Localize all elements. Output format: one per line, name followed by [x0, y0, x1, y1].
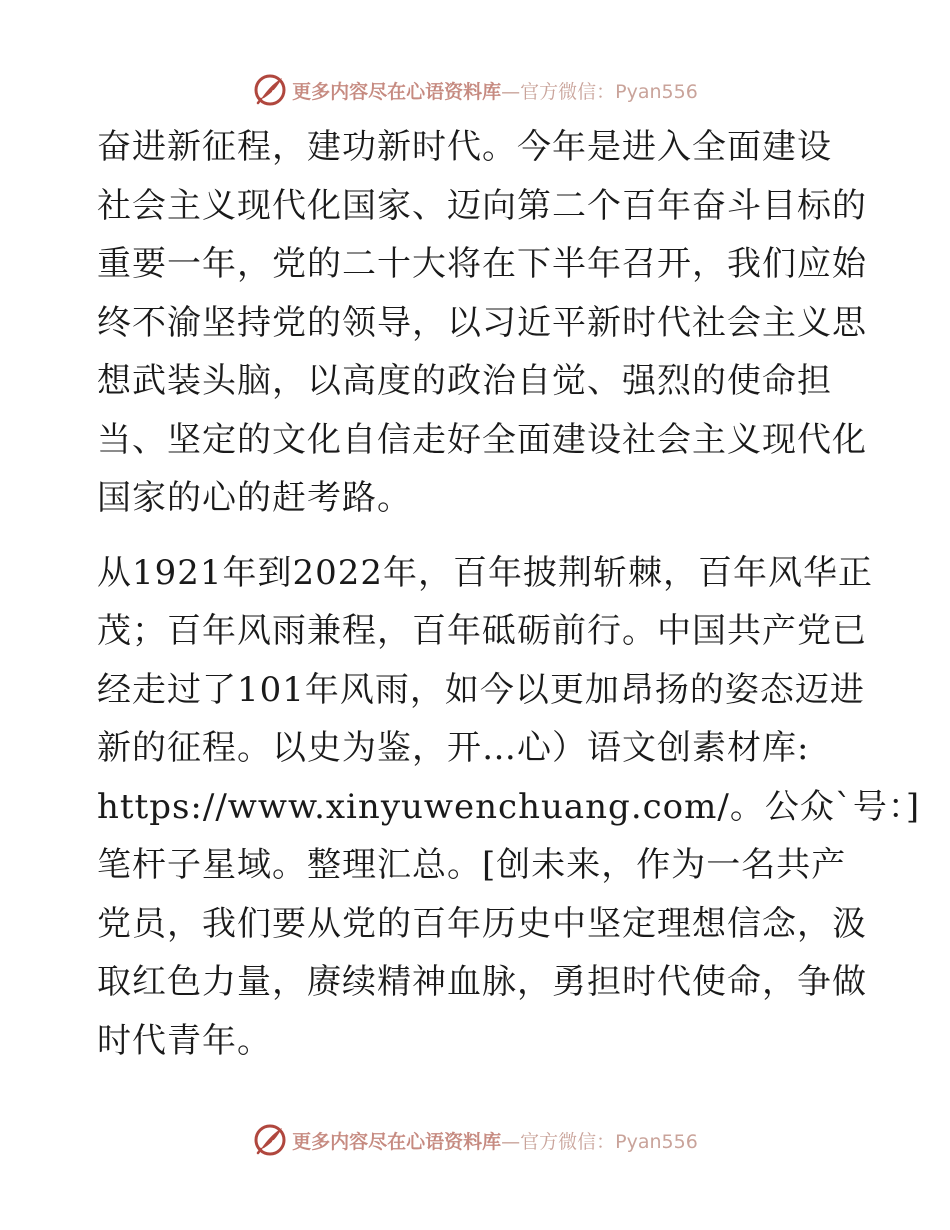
text-line: 从1921年到2022年，百年披荆斩棘，百年风华正 — [97, 552, 874, 593]
text-line: 终不渝坚持党的领导，以习近平新时代社会主义思 — [97, 302, 867, 343]
text-line: 经走过了101年风雨，如今以更加昂扬的姿态迈进 — [97, 669, 865, 710]
header-banner-wechat: —官方微信：Pyan556 — [501, 80, 698, 103]
text-line: 奋进新征程，建功新时代。今年是进入全面建设 — [97, 127, 832, 167]
feather-pen-logo-icon — [252, 72, 288, 108]
text-line: 社会主义现代化国家、迈向第二个百年奋斗目标的 — [97, 185, 867, 226]
paragraph-2 — [97, 544, 921, 1071]
text-line: 取红色力量，赓续精神血脉，勇担时代使命，争做 — [97, 962, 867, 1002]
text-line: 党员，我们要从党的百年历史中坚定理想信念，汲 — [97, 903, 867, 944]
text-line: 想武装头脑，以高度的政治自觉、强烈的使命担 — [97, 361, 832, 401]
header-banner-lead: 更多内容尽在心语资料库 — [292, 80, 502, 103]
footer-banner-lead: 更多内容尽在心语资料库 — [292, 1130, 502, 1153]
text-line: 新的征程。以史为鉴，开…心）语文创素材库: — [97, 728, 810, 768]
header-banner — [0, 70, 950, 110]
text-line: 国家的心的赶考路。 — [97, 478, 412, 518]
text-line: 茂；百年风雨兼程，百年砥砺前行。中国共产党已 — [97, 611, 867, 651]
text-line: https://www.xinyuwenchuang.com/。公众`号：] — [97, 786, 921, 827]
footer-banner-wechat: —官方微信：Pyan556 — [501, 1130, 698, 1153]
text-line: 重要一年，党的二十大将在下半年召开，我们应始 — [97, 244, 867, 284]
footer-banner-text — [292, 1127, 698, 1154]
text-line: 时代青年。 — [97, 1020, 272, 1061]
header-banner-text — [292, 77, 698, 104]
text-line: 笔杆子星域。整理汇总。[创未来，作为一名共产 — [97, 845, 847, 885]
text-line: 当、坚定的文化自信走好全面建设社会主义现代化 — [97, 419, 867, 460]
feather-pen-logo-icon — [252, 1122, 288, 1158]
paragraph-1 — [97, 118, 867, 528]
footer-banner — [0, 1120, 950, 1160]
document-body — [97, 118, 921, 1070]
